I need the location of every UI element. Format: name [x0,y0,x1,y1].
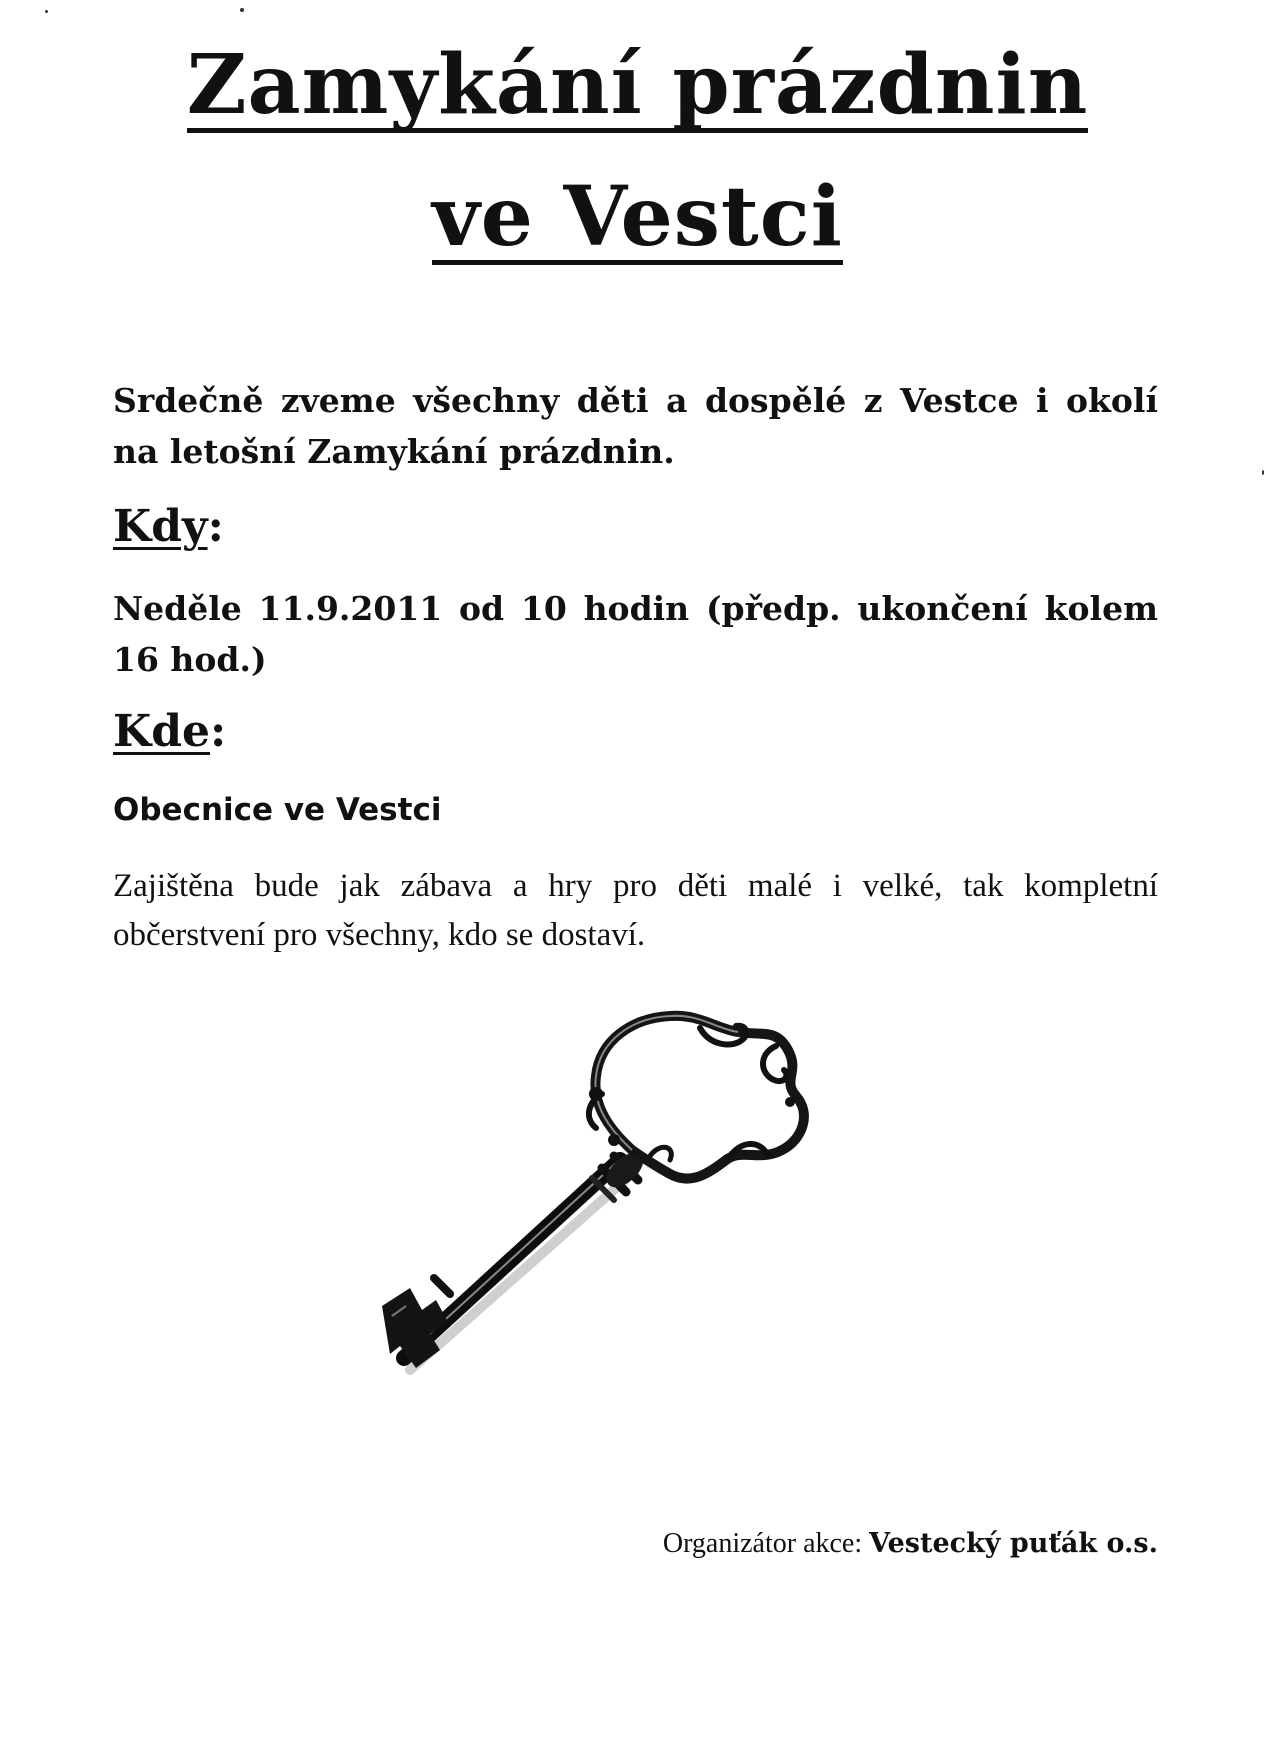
title-text-2: ve Vestci [432,169,843,265]
page-title-line-2 [0,169,1275,265]
organizer-line [663,1530,1158,1558]
invitation-text: Srdečně zveme všechny děti a dospělé z Vestce i okolí na letošní Zamykání prázdnin. [113,381,1158,471]
when-text: Neděle 11.9.2011 od 10 hodin (předp. ukončení kolem 16 hod.) [113,589,1158,679]
organizer-label: Organizátor akce: [662,1528,863,1559]
where-heading-label: Kde [113,706,211,757]
when-heading: Kdy: [113,501,224,552]
antique-key-icon [370,1010,890,1480]
scan-speck [45,10,48,13]
title-text-1: Zamykání prázdnin [186,37,1089,133]
page-title-line-1 [0,37,1275,133]
where-place: Obecnice ve Vestci [113,792,442,828]
scan-speck [240,8,244,12]
where-heading: Kde: [113,706,227,757]
scan-speck [1262,470,1264,475]
description-text: Zajištěna bude jak zábava a hry pro děti malé i velké, tak kompletní občerstvení pro všechny, kdo se dostaví. [113,868,1158,953]
when-heading-label: Kdy [113,501,208,552]
organizer-name: Vestecký puťák o.s. [869,1528,1158,1559]
